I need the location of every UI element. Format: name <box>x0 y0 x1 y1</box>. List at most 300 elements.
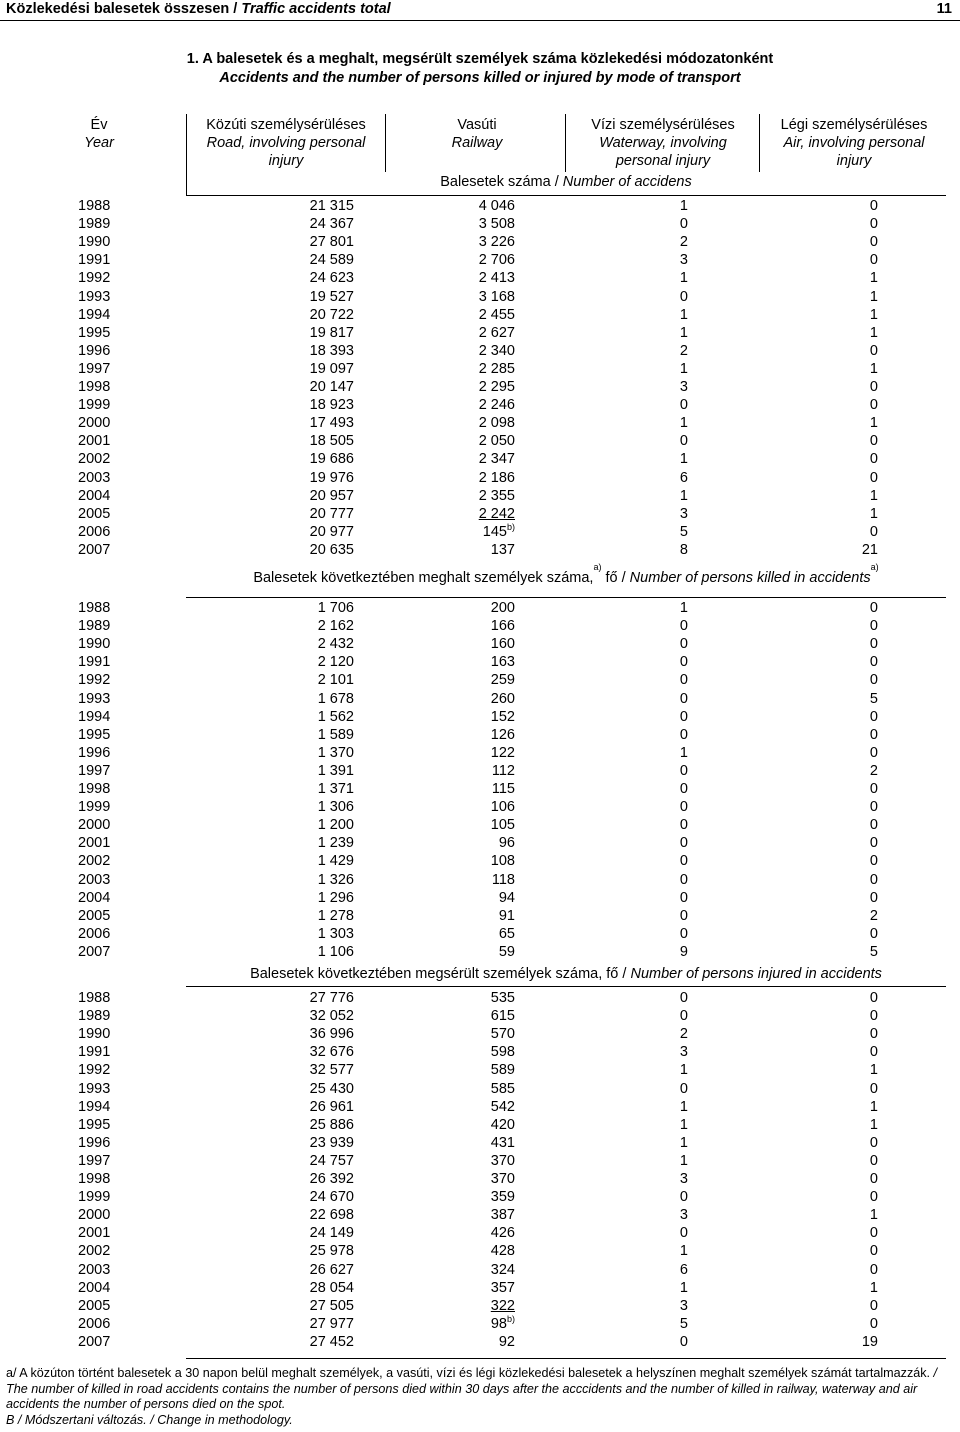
cell-railway: 426 <box>490 1225 515 1242</box>
cell-road: 2 432 <box>317 636 354 653</box>
cell-railway: 598 <box>490 1044 515 1061</box>
cell-year: 2007 <box>78 541 111 558</box>
table-row <box>0 745 960 763</box>
cell-air: 0 <box>869 379 878 395</box>
cell-railway: 2 340 <box>478 342 515 359</box>
cell-air: 0 <box>869 600 878 616</box>
cell-railway: 2 347 <box>478 451 515 468</box>
cell-waterway: 5 <box>679 523 688 540</box>
cell-railway: 122 <box>490 744 515 761</box>
cell-air: 0 <box>869 1315 878 1332</box>
cell-air: 0 <box>869 618 878 635</box>
cell-air: 1 <box>869 324 878 341</box>
cell-waterway: 1 <box>679 270 688 287</box>
cell-year: 2000 <box>78 817 111 834</box>
cell-road: 20 977 <box>309 523 354 540</box>
cell-road: 1 371 <box>317 781 354 797</box>
cell-waterway: 3 <box>679 505 688 522</box>
cell-waterway: 0 <box>679 397 688 414</box>
table-row <box>0 379 960 397</box>
cell-railway: 535 <box>490 990 515 1006</box>
cell-air: 1 <box>869 1098 878 1115</box>
cell-air: 2 <box>869 907 878 924</box>
cell-year: 2007 <box>78 1333 111 1350</box>
table-row <box>0 451 960 469</box>
cell-road: 27 505 <box>309 1297 354 1314</box>
cell-road: 22 698 <box>309 1207 354 1224</box>
footnote-marker: b) <box>506 521 515 532</box>
cell-railway: 163 <box>490 654 515 671</box>
cell-waterway: 3 <box>679 1207 688 1224</box>
cell-road: 27 452 <box>309 1333 354 1350</box>
cell-air: 21 <box>861 541 878 558</box>
cell-railway: 94 <box>498 889 515 906</box>
table-row <box>0 415 960 433</box>
cell-air: 0 <box>869 1152 878 1169</box>
cell-waterway: 0 <box>679 654 688 671</box>
cell-air: 0 <box>869 1080 878 1097</box>
cell-waterway: 0 <box>679 636 688 653</box>
cell-railway: 615 <box>490 1008 515 1025</box>
cell-waterway: 2 <box>679 342 688 359</box>
cell-waterway: 3 <box>679 1044 688 1061</box>
table-row <box>0 890 960 908</box>
table-row <box>0 1280 960 1298</box>
cell-waterway: 1 <box>679 198 688 214</box>
cell-railway: 112 <box>491 762 515 779</box>
table-row <box>0 1243 960 1261</box>
cell-railway: 420 <box>490 1116 515 1133</box>
table-row <box>0 908 960 926</box>
cell-air: 0 <box>869 1225 878 1242</box>
cell-year: 1993 <box>78 690 111 707</box>
table-row <box>0 1044 960 1062</box>
cell-road: 18 923 <box>309 397 354 414</box>
cell-railway: 2 285 <box>478 360 515 377</box>
cell-waterway: 0 <box>679 871 688 888</box>
cell-year: 1988 <box>78 990 111 1006</box>
cell-road: 20 777 <box>309 505 354 522</box>
cell-air: 0 <box>869 799 878 816</box>
table-row <box>0 872 960 890</box>
cell-air: 5 <box>869 690 878 707</box>
table-row <box>0 1099 960 1117</box>
cell-waterway: 1 <box>679 1062 688 1079</box>
cell-railway: 91 <box>498 907 515 924</box>
cell-road: 1 106 <box>317 943 354 960</box>
cell-air: 0 <box>869 1044 878 1061</box>
cell-air: 0 <box>869 1297 878 1314</box>
table-row <box>0 1135 960 1153</box>
cell-road: 19 817 <box>309 324 354 341</box>
table-row <box>0 488 960 506</box>
cell-year: 1992 <box>78 270 111 287</box>
cell-railway: 59 <box>498 943 515 960</box>
cell-waterway: 0 <box>679 1080 688 1097</box>
table-title-en: Accidents and the number of persons killed or injured by mode of transport <box>219 70 741 86</box>
cell-road: 1 678 <box>317 690 354 707</box>
cell-year: 1988 <box>78 600 111 616</box>
table-row <box>0 636 960 654</box>
cell-air: 1 <box>869 505 878 522</box>
table-row <box>0 1117 960 1135</box>
cell-road: 32 676 <box>309 1044 354 1061</box>
cell-waterway: 0 <box>679 990 688 1006</box>
cell-railway: 2 098 <box>478 415 515 432</box>
table-row <box>0 470 960 488</box>
cell-waterway: 0 <box>679 216 688 233</box>
cell-air: 0 <box>869 1189 878 1206</box>
cell-road: 23 939 <box>309 1134 354 1151</box>
footnote-a: a/ A közúton történt balesetek a 30 napon belül meghalt személyek, a vasúti, vízi és légi közlekedési balesetek a helyszínen meghalt személyek számát tartalmazzák. / The number of killed in road accidents contains the number of persons died within 30 days after the acccidents and the number of killed in railway, waterway and air accidents the number of persons died on the spot. <box>6 1366 938 1411</box>
cell-road: 21 315 <box>309 198 354 214</box>
cell-waterway: 1 <box>679 360 688 377</box>
table-row <box>0 944 960 962</box>
cell-railway: 118 <box>491 871 515 888</box>
cell-road: 19 097 <box>309 360 354 377</box>
cell-road: 1 306 <box>317 799 354 816</box>
cell-air: 1 <box>869 1116 878 1133</box>
cell-road: 36 996 <box>309 1026 354 1043</box>
cell-waterway: 8 <box>679 541 688 558</box>
cell-year: 1991 <box>78 1044 111 1061</box>
table-row <box>0 270 960 288</box>
cell-waterway: 3 <box>679 1297 688 1314</box>
cell-waterway: 0 <box>679 618 688 635</box>
cell-year: 1998 <box>78 781 111 797</box>
cell-waterway: 1 <box>679 1243 688 1260</box>
cell-waterway: 0 <box>679 907 688 924</box>
cell-air: 1 <box>869 415 878 432</box>
cell-road: 19 527 <box>309 288 354 305</box>
page-header-title: Közlekedési balesetek összesen / Traffic accidents total <box>6 1 391 17</box>
cell-railway: 2 413 <box>478 270 515 287</box>
cell-year: 1992 <box>78 672 111 689</box>
cell-year: 2001 <box>78 1225 111 1242</box>
section-caption-injured: Balesetek következtében megsérült személyek száma, fő / Number of persons injured in accidents <box>250 966 882 982</box>
cell-year: 2005 <box>78 907 111 924</box>
cell-railway: 126 <box>490 726 515 743</box>
table-row <box>0 1153 960 1171</box>
cell-year: 1997 <box>78 1152 111 1169</box>
section-caption-accidents: Balesetek száma / Number of accidens <box>440 174 692 190</box>
cell-year: 1991 <box>78 252 111 269</box>
footnote-marker: b) <box>506 1313 515 1324</box>
cell-railway: 108 <box>490 853 515 870</box>
cell-year: 1988 <box>78 198 111 214</box>
cell-waterway: 0 <box>679 925 688 942</box>
table-row <box>0 521 960 542</box>
cell-railway: 585 <box>490 1080 515 1097</box>
cell-air: 0 <box>869 672 878 689</box>
cell-waterway: 0 <box>679 762 688 779</box>
cell-railway: 105 <box>490 817 515 834</box>
page-header <box>0 0 960 21</box>
cell-air: 0 <box>869 1134 878 1151</box>
cell-air: 0 <box>869 835 878 852</box>
cell-road: 1 200 <box>317 817 354 834</box>
cell-waterway: 9 <box>679 943 688 960</box>
table-row <box>0 926 960 944</box>
cell-year: 2006 <box>78 925 111 942</box>
cell-road: 24 670 <box>309 1189 354 1206</box>
column-header-air: Légi személysérüléses Air, involving personal injury <box>780 117 928 169</box>
table-row <box>0 763 960 781</box>
cell-year: 1996 <box>78 342 111 359</box>
cell-railway: 359 <box>490 1189 515 1206</box>
cell-railway: 2 295 <box>478 379 515 395</box>
table-row <box>0 343 960 361</box>
cell-air: 0 <box>869 523 878 540</box>
cell-waterway: 1 <box>679 600 688 616</box>
cell-air: 2 <box>869 762 878 779</box>
cell-waterway: 1 <box>679 306 688 323</box>
cell-road: 2 101 <box>317 672 354 689</box>
cell-railway: 370 <box>490 1171 515 1187</box>
cell-waterway: 1 <box>679 1279 688 1296</box>
cell-year: 2005 <box>78 505 111 522</box>
cell-road: 20 635 <box>309 541 354 558</box>
cell-railway: 431 <box>490 1134 515 1151</box>
cell-road: 1 278 <box>317 907 354 924</box>
cell-air: 0 <box>869 636 878 653</box>
cell-air: 0 <box>869 708 878 725</box>
table-row <box>0 252 960 270</box>
cell-waterway: 0 <box>679 708 688 725</box>
cell-year: 1989 <box>78 618 111 635</box>
table-row <box>0 198 960 216</box>
table-row <box>0 600 960 618</box>
table-row <box>0 216 960 234</box>
cell-air: 0 <box>869 871 878 888</box>
cell-air: 0 <box>869 469 878 486</box>
table-row <box>0 990 960 1008</box>
cell-road: 1 589 <box>317 726 354 743</box>
cell-waterway: 0 <box>679 1008 688 1025</box>
table-row <box>0 1062 960 1080</box>
cell-waterway: 0 <box>679 690 688 707</box>
cell-road: 19 686 <box>309 451 354 468</box>
table-row <box>0 672 960 690</box>
cell-year: 2005 <box>78 1297 111 1314</box>
cell-air: 0 <box>869 990 878 1006</box>
table-row <box>0 234 960 252</box>
cell-road: 1 370 <box>317 744 354 761</box>
table-row <box>0 506 960 524</box>
column-header-waterway: Vízi személysérüléses Waterway, involving personal injury <box>591 117 735 169</box>
cell-waterway: 3 <box>679 252 688 269</box>
table-row <box>0 853 960 871</box>
cell-waterway: 0 <box>679 889 688 906</box>
cell-railway: 152 <box>490 708 515 725</box>
cell-railway: 98$^{b)}$ <box>490 1313 515 1332</box>
cell-year: 2000 <box>78 415 111 432</box>
table-row <box>0 1207 960 1225</box>
cell-road: 1 562 <box>317 708 354 725</box>
table-row <box>0 691 960 709</box>
cell-air: 1 <box>869 288 878 305</box>
cell-waterway: 1 <box>679 451 688 468</box>
cell-year: 2001 <box>78 433 111 450</box>
cell-railway: 166 <box>490 618 515 635</box>
cell-year: 1998 <box>78 379 111 395</box>
table-row <box>0 817 960 835</box>
cell-year: 1998 <box>78 1171 111 1187</box>
cell-year: 1989 <box>78 1008 111 1025</box>
table-row <box>0 361 960 379</box>
cell-road: 20 147 <box>309 379 354 395</box>
cell-air: 1 <box>869 360 878 377</box>
cell-year: 2004 <box>78 487 111 504</box>
cell-railway: 65 <box>498 925 515 942</box>
table-row <box>0 1171 960 1189</box>
cell-railway: 2 355 <box>478 487 515 504</box>
cell-waterway: 1 <box>679 487 688 504</box>
table-row <box>0 1334 960 1352</box>
table-row <box>0 1008 960 1026</box>
cell-railway: 2 050 <box>478 433 515 450</box>
table-row <box>0 1262 960 1280</box>
cell-road: 26 627 <box>309 1261 354 1278</box>
cell-waterway: 2 <box>679 1026 688 1043</box>
cell-year: 2002 <box>78 853 111 870</box>
cell-railway: 200 <box>490 600 515 616</box>
cell-year: 1994 <box>78 1098 111 1115</box>
cell-road: 1 296 <box>317 889 354 906</box>
cell-road: 18 393 <box>309 342 354 359</box>
cell-year: 2004 <box>78 889 111 906</box>
cell-road: 28 054 <box>309 1279 354 1296</box>
section-caption-killed: Balesetek következtében meghalt személyek száma,$^{a)}$ fő / Number of persons killed in accidents$^{a)}$ <box>253 562 879 586</box>
cell-year: 1997 <box>78 762 111 779</box>
cell-road: 24 589 <box>309 252 354 269</box>
table-row <box>0 542 960 560</box>
cell-railway: 137 <box>490 541 515 558</box>
section-rule <box>186 195 946 196</box>
column-divider <box>565 114 566 172</box>
cell-railway: 96 <box>498 835 515 852</box>
cell-railway: 2 186 <box>478 469 515 486</box>
cell-railway: 428 <box>490 1243 515 1260</box>
cell-air: 1 <box>869 270 878 287</box>
cell-road: 24 757 <box>309 1152 354 1169</box>
cell-road: 1 239 <box>317 835 354 852</box>
cell-waterway: 0 <box>679 817 688 834</box>
table-row <box>0 1298 960 1316</box>
column-header-road: Közúti személysérüléses Road, involving personal injury <box>206 117 366 169</box>
cell-road: 17 493 <box>309 415 354 432</box>
cell-road: 25 978 <box>309 1243 354 1260</box>
section-rule <box>186 986 946 987</box>
table-row <box>0 307 960 325</box>
cell-air: 1 <box>869 1207 878 1224</box>
column-header-year: Év Year <box>84 117 114 151</box>
table-row <box>0 618 960 636</box>
cell-railway: 570 <box>490 1026 515 1043</box>
cell-air: 0 <box>869 853 878 870</box>
cell-air: 1 <box>869 487 878 504</box>
cell-year: 1996 <box>78 1134 111 1151</box>
cell-railway: 106 <box>490 799 515 816</box>
cell-air: 0 <box>869 1243 878 1260</box>
cell-air: 0 <box>869 451 878 468</box>
cell-year: 1993 <box>78 288 111 305</box>
cell-waterway: 0 <box>679 1333 688 1350</box>
cell-waterway: 1 <box>679 1134 688 1151</box>
cell-air: 1 <box>869 306 878 323</box>
cell-air: 0 <box>869 252 878 269</box>
cell-road: 2 162 <box>317 618 354 635</box>
cell-waterway: 0 <box>679 1189 688 1206</box>
cell-waterway: 0 <box>679 781 688 797</box>
cell-road: 27 776 <box>309 990 354 1006</box>
cell-railway: 357 <box>490 1279 515 1296</box>
cell-air: 0 <box>869 198 878 214</box>
cell-road: 32 052 <box>309 1008 354 1025</box>
table-row <box>0 289 960 307</box>
cell-road: 24 623 <box>309 270 354 287</box>
cell-waterway: 1 <box>679 324 688 341</box>
cell-year: 1991 <box>78 654 111 671</box>
cell-road: 1 706 <box>317 600 354 616</box>
cell-railway: 387 <box>490 1207 515 1224</box>
cell-waterway: 6 <box>679 1261 688 1278</box>
cell-year: 1989 <box>78 216 111 233</box>
cell-year: 2004 <box>78 1279 111 1296</box>
cell-railway: 2 706 <box>478 252 515 269</box>
cell-air: 0 <box>869 1261 878 1278</box>
cell-railway: 115 <box>491 781 515 797</box>
cell-road: 18 505 <box>309 433 354 450</box>
cell-railway: 3 508 <box>478 216 515 233</box>
table-row <box>0 835 960 853</box>
cell-waterway: 0 <box>679 726 688 743</box>
table-row <box>0 654 960 672</box>
cell-year: 1999 <box>78 1189 111 1206</box>
table-row <box>0 799 960 817</box>
cell-road: 25 430 <box>309 1080 354 1097</box>
cell-year: 2002 <box>78 451 111 468</box>
cell-road: 26 392 <box>309 1171 354 1187</box>
cell-road: 32 577 <box>309 1062 354 1079</box>
cell-waterway: 1 <box>679 415 688 432</box>
cell-air: 0 <box>869 1171 878 1187</box>
cell-year: 1996 <box>78 744 111 761</box>
column-header-railway: Vasúti Railway <box>451 117 503 151</box>
cell-year: 2006 <box>78 1315 111 1332</box>
cell-waterway: 0 <box>679 672 688 689</box>
cell-air: 0 <box>869 654 878 671</box>
cell-waterway: 0 <box>679 288 688 305</box>
table-row <box>0 433 960 451</box>
cell-year: 2007 <box>78 943 111 960</box>
cell-year: 1995 <box>78 726 111 743</box>
cell-waterway: 6 <box>679 469 688 486</box>
column-divider <box>759 114 760 172</box>
cell-road: 19 976 <box>309 469 354 486</box>
cell-air: 0 <box>869 1026 878 1043</box>
cell-railway: 322 <box>490 1297 515 1314</box>
cell-year: 1990 <box>78 636 111 653</box>
cell-air: 5 <box>869 943 878 960</box>
cell-year: 1990 <box>78 234 111 251</box>
cell-air: 0 <box>869 397 878 414</box>
cell-waterway: 0 <box>679 799 688 816</box>
table-row <box>0 1081 960 1099</box>
cell-air: 0 <box>869 726 878 743</box>
cell-waterway: 0 <box>679 433 688 450</box>
cell-railway: 2 242 <box>478 505 515 522</box>
